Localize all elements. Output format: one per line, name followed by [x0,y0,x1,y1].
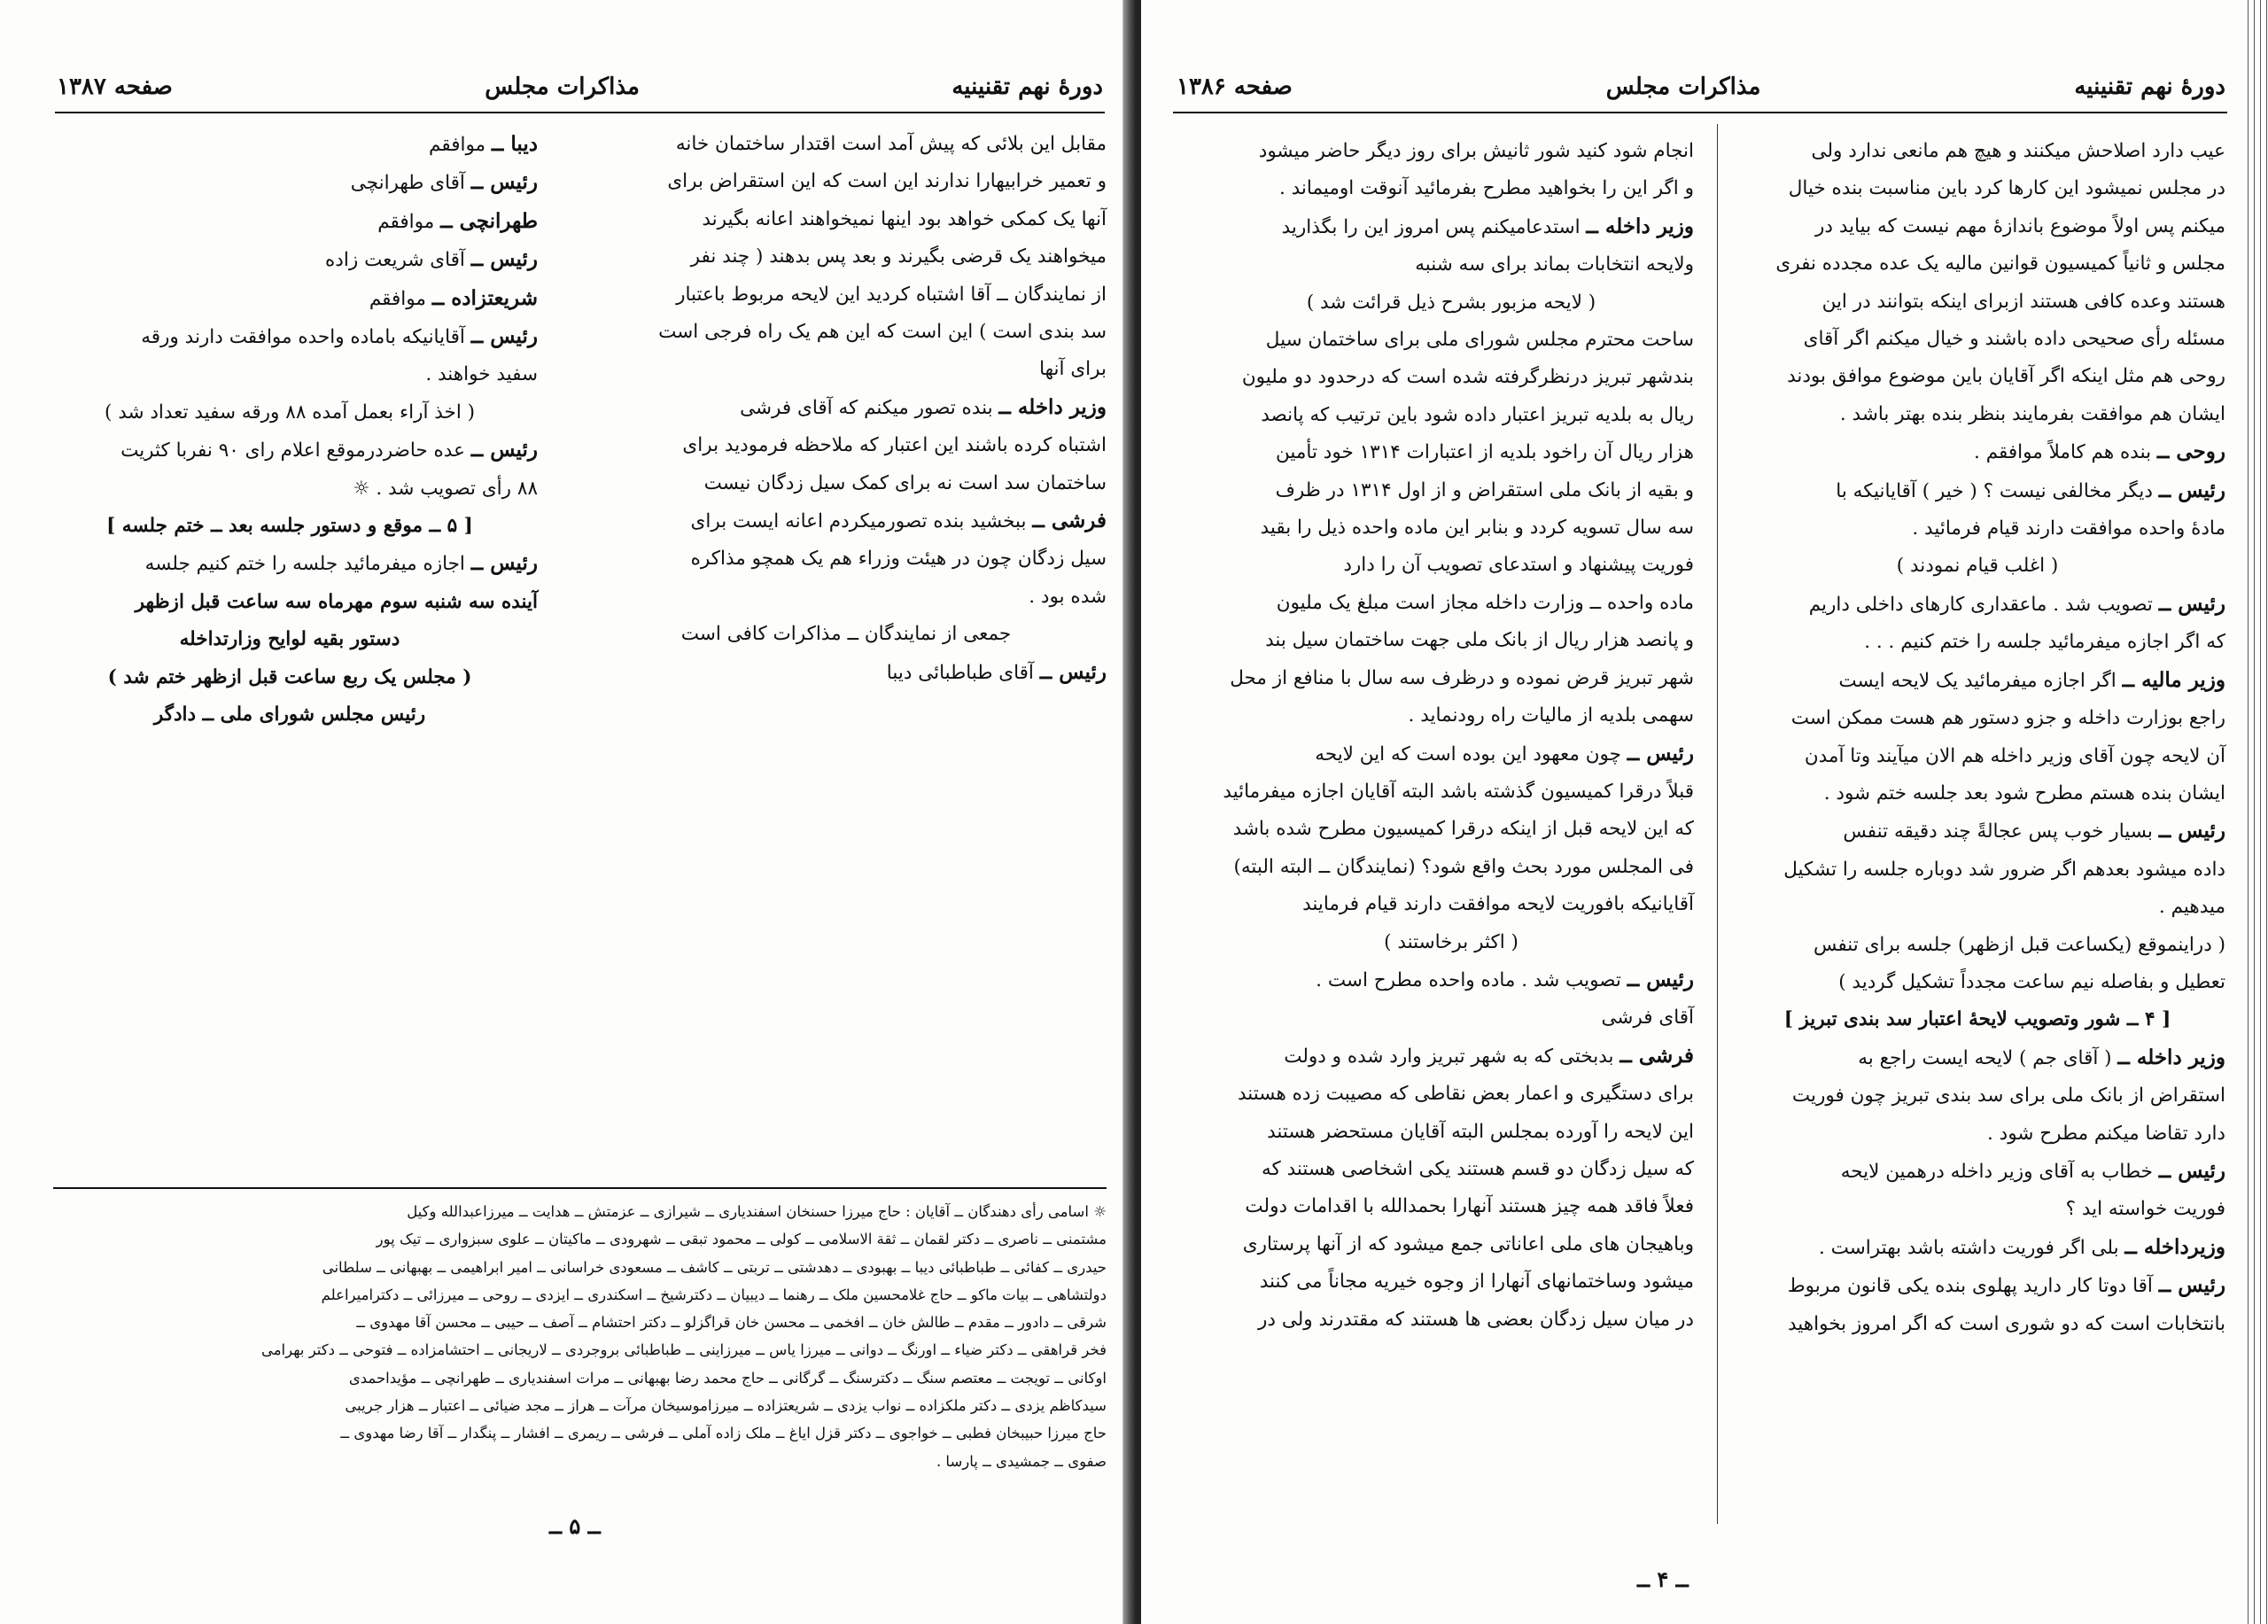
text-line [1208,359,1694,396]
text-line [1208,284,1694,322]
header-period: دورهٔ نهم تقنینیه [2074,74,2225,100]
line-text: تصویب شد . ماده واحده مطرح است . [1316,968,1627,991]
speaker-label: وزیر داخله ــ [2117,1045,2225,1069]
line-text: عده حاضردرموقع اعلام رای ۹۰ نفربا کثریت [120,439,471,462]
line-text: مجلس و ثانیاً کمیسیون قوانین مالیه یک عده مجدده نفری [1775,253,2225,276]
text-line [1208,622,1694,659]
text-line [586,465,1107,502]
text-line [1208,322,1694,359]
text-line [1208,397,1694,434]
speaker-label: روحی ــ [2156,439,2225,464]
line-text: آنها یک کمکی خواهد بود اینها نمیخواهند اعانه بگیرند [702,207,1107,230]
text-line [1729,396,2225,433]
line-text: شده بود . [1029,585,1107,608]
line-text: فی المجلس مورد بحث واقع شود؟ (نمایندگان ــ البته البته) [1233,855,1694,878]
line-text: بلی اگر فوریت داشته باشد بهتراست . [1819,1236,2125,1259]
line-text: که این لایحه قبل از اینکه درقرا کمیسیون مطرح شده باشد [1232,818,1694,841]
footnote-line: اوکانی ــ تویجت ــ معتصم سنگ ــ دکترسنگ ــ گرگانی ــ حاج محمد رضا بهبهانی ــ مرات اسفندیاری ــ طهرانچی ــ مؤیداحمدی [348,1369,1107,1387]
speaker-label: وزیر داخله ــ [998,394,1107,419]
text-line [42,659,538,696]
text-line [42,431,538,470]
speaker-label: رئیس ــ [2158,819,2225,843]
line-text: اگر اجازه میفرمائید یک لایحه ایست [1838,669,2123,692]
line-text: بنده تصور میکنم که آقای فرشی [740,396,999,419]
speaker-label: فرشی ــ [1032,509,1107,533]
text-line [1729,548,2225,585]
line-text: هزار ریال آن راخود بلدیه از اعتبارات ۱۳۱۴ خود تأمین [1276,441,1694,464]
line-text: بدبختی که به شهر تبریز وارد شده و دولت [1284,1045,1620,1068]
text-line [1729,812,2225,851]
line-text: استقراض از بانک ملی برای سد بندی تبریز چون فوریت [1791,1084,2225,1107]
text-line [1729,927,2225,964]
line-text: بندشهر تبریز درنظرگرفته شده است که درحدود دو ملیون [1241,366,1694,389]
text-line [1208,547,1694,584]
line-text: فوریت خواسته اید ؟ [2065,1198,2225,1221]
line-text: موافقم [377,210,441,233]
line-text: ( اکثر برخاستند ) [1384,930,1518,953]
footnote-line: حاج میرزا حبیبخان فطبی ــ خواجوی ــ دکتر قزل ایاغ ــ ملک زاده آملی ــ فرشی ــ ریمری ــ افشار ــ پنگدار ــ آقا رضا مهدوی ــ [340,1425,1107,1442]
text-line [1208,585,1694,622]
text-line [1729,1077,2225,1115]
footnote-line: فخر قراهقی ــ دکتر ضیاء ــ اورنگ ــ دوانی ــ میرزا یاس ــ میرزاینی ــ طباطبائی بروجردی ــ لاریجانی ــ احتشامزاده ــ فتوحی ــ دکتر بهرامی [260,1341,1107,1359]
line-text: ( لایحه مزبور بشرح ذیل قرائت شد ) [1306,291,1596,314]
speaker-label: فرشی ــ [1619,1043,1694,1068]
text-line [1729,284,2225,321]
text-line [1208,924,1694,961]
footnote-line: حیدری ــ کفائی ــ طباطبائی دیبا ــ بهبودی ــ دهدشتی ــ تربتی ــ کاشف ــ مسعودی خراسانی ــ امیر ابراهیمی ــ بهبهانی ــ سلطانی [322,1258,1107,1276]
line-text: ولایحه انتخابات بماند برای سه شنبه [1415,253,1694,276]
line-text: آقای طباطبائی دیبا [886,661,1040,684]
line-text: ( آقای جم ) لایحه ایست راجع به [1858,1046,2118,1069]
line-text: دستور بقیه لوایح وزارتداخله [179,628,400,651]
speaker-label: رئیس ــ [1039,659,1107,684]
text-line [42,164,538,202]
text-line [42,621,538,658]
line-text: میکنم پس اولاً موضوع باندازهٔ مهم نیست که بیاید در [1815,214,2225,237]
text-line [1729,851,2225,889]
line-text: رئیس مجلس شورای ملی ــ دادگر [153,703,426,727]
line-text: از نمایندگان ــ آقا اشتباه کردید این لایحه مربوط باعتبار [676,283,1107,306]
header-page: صفحه ۱۳۸۶ [1177,74,1293,100]
line-text: دارد تقاضا میکنم مطرح شود . [1987,1122,2225,1145]
text-line [1729,472,2225,510]
text-line [1208,208,1694,246]
text-line [1208,811,1694,848]
line-text: عیب دارد اصلاحش میکنند و هیچ هم مانعی ندارد ولی [1811,140,2225,162]
line-text: سفید خواهند . [425,363,538,386]
text-line [586,351,1107,388]
text-line [1208,1037,1694,1076]
line-text: و بقیه از بانک ملی استقراض و از اول ۱۳۱۴ در ظرف [1275,478,1694,501]
line-text: ساختمان سد است نه برای کمک سیل زدگان نیست [703,471,1107,494]
footnote-line: ☼ اسامی رأی دهندگان ــ آقایان : حاج میرزا حسنخان اسفندیاری ــ شیرازی ــ عزمتش ــ هدایت ــ میرزاعبدالله وکیل [407,1203,1107,1220]
line-text: سه سال تسویه کردد و بنابر این ماده واحده ذیل را بقید [1260,517,1694,540]
text-line [42,126,538,164]
text-line [1208,1302,1694,1339]
text-line [1729,358,2225,395]
page-header [1177,69,2225,105]
text-line [586,389,1107,427]
text-line [586,502,1107,540]
footnote-line: سیدکاظم یزدی ــ دکتر ملکزاده ــ نواب یزدی ــ شریعتزاده ــ میرزاموسیخان مرآت ــ هراز ــ مجد ضیائی ــ اعتبار ــ هزار جریبی [345,1397,1107,1415]
text-line [42,508,538,545]
text-line [42,280,538,318]
line-text: ( اغلب قیام نمودند ) [1896,555,2059,578]
speaker-label: رئیس ــ [1627,967,1694,991]
text-line [42,203,538,241]
line-text: آقایانیکه باماده واحده موافقت دارند ورقه [141,326,471,349]
text-line [1729,700,2225,737]
line-text: آقا دوتا کار دارید پهلوی بنده یکی قانون مربوط [1787,1275,2159,1298]
voters-footnote [89,1198,1107,1475]
speaker-label: رئیس ــ [2158,591,2225,616]
text-line [42,470,538,508]
line-text: اجازه میفرمائید جلسه را ختم کنیم جلسه [144,553,471,576]
line-text: مسئله رأی صحیحی داده باشند و خیال میکنم اگر آقای [1803,328,2225,351]
text-line [1208,246,1694,284]
right-page [1136,0,2268,1624]
speaker-label: رئیس ــ [470,247,538,272]
book-gutter [1123,0,1136,1624]
text-line [1729,662,2225,700]
left-page [0,0,1123,1624]
text-line [42,394,538,431]
text-line [1208,886,1694,923]
line-text: بنده هم کاملاً موافقم . [1974,441,2157,464]
footnote-line: دولتشاهی ــ بیات ماکو ــ حاج غلامحسین ملک ــ رهنما ــ دیبیان ــ دکترشیخ ــ اسکندری ــ ایزدی ــ روحی ــ میرزائی ــ دکترامیراعلم [321,1286,1107,1303]
text-line [1208,999,1694,1037]
text-line [1208,849,1694,886]
line-text: ۸۸ رأی تصویب شد . ☼ [353,477,538,500]
text-line [586,314,1107,351]
line-text: مادهٔ واحده موافقت دارند قیام فرمائید . [1912,517,2225,540]
line-text: بانتخابات است که دو شوری است که اگر امروز بخواهید [1788,1312,2225,1335]
line-text: آن لایحه چون آقای وزیر داخله هم الان میآیند وتا آمدن [1804,744,2225,767]
text-column-left [42,126,538,734]
text-line [1729,1115,2225,1153]
header-page: صفحه ۱۳۸۷ [57,74,173,100]
line-text: وباهیجان های ملی اعاناتی جمع میشود که از آنها پرستاری [1242,1232,1694,1255]
page-number: ــ ۴ ــ [1637,1566,1689,1592]
line-text: ماده واحده ــ وزارت داخله مجاز است مبلغ یک ملیون [1276,591,1694,614]
speaker-label: رئیس ــ [2158,1273,2225,1298]
line-text: دیگر مخالفی نیست ؟ ( خیر ) آقایانیکه با [1836,479,2159,502]
line-text: بسیار خوب پس عجالةً چند دقیقه تنفس [1843,820,2159,843]
line-text: شهر تبریز قرض نموده و درظرف سه سال با منافع از محل [1230,666,1694,689]
text-line [1729,964,2225,1001]
text-line [1729,133,2225,170]
line-text: میدهیم . [2158,896,2225,919]
text-line [586,126,1107,163]
line-text: این لایحه را آورده بمجلس البته آقایان مستحضر هستند [1267,1120,1694,1143]
line-text: روحی هم مثل اینکه اگر آقایان باین موضوع موافق بودند [1787,365,2225,388]
line-text: و پانصد هزار ریال از بانک ملی جهت ساختمان سیل بند [1265,629,1694,652]
text-line [1208,1114,1694,1151]
text-line [586,616,1107,653]
text-line [1208,434,1694,471]
line-text: که اگر اجازه میفرمائید جلسه را ختم کنیم . . . [1864,631,2225,654]
line-text: موافقم [429,134,492,156]
line-text: تعطیل و بفاصله نیم ساعت مجدداً تشکیل گردید ) [1838,970,2225,993]
text-line [42,241,538,279]
text-line [1729,245,2225,283]
text-line [586,540,1107,578]
header-rule [1173,112,2227,113]
line-text: هستند وعده کافی هستند ازبرای اینکه بتوانند در این [1821,290,2225,313]
text-line [1208,1226,1694,1263]
speaker-label: شریعتزاده ــ [431,285,538,310]
line-text: [ ۵ ــ موقع و دستور جلسه بعد ــ ختم جلسه ] [106,515,473,538]
text-line [1208,773,1694,811]
line-text: استدعامیکنم پس امروز این را بگذارید [1281,215,1587,238]
text-line [42,318,538,356]
speaker-label: وزیرداخله ــ [2124,1234,2225,1259]
text-line [586,163,1107,200]
text-line [42,696,538,734]
line-text: ببخشید بنده تصورمیکردم اعانه ایست برای [690,510,1033,533]
line-text: و تعمیر خرابیهارا ندارند این است که این استقراض برای [667,170,1107,193]
text-line [1729,170,2225,207]
speaker-label: رئیس ــ [470,170,538,195]
line-text: انجام شود کنید شور ثانیش برای روز دیگر حاضر میشود [1258,140,1694,162]
line-text: قبلاً درقرا کمیسیون گذشته باشد البته آقایان اجازه میفرمائید [1223,780,1694,803]
text-line [1729,738,2225,775]
text-line [1729,433,2225,471]
speaker-label: رئیس ــ [1627,741,1694,765]
text-line [42,356,538,393]
speaker-label: وزیر مالیه ــ [2122,667,2225,692]
text-line [1208,472,1694,509]
text-line [42,584,538,621]
line-text: میشود وساختمانهای آنهارا از وجوه خیریه مجاناً می کنند [1259,1270,1694,1294]
text-line [1208,1263,1694,1301]
page-number: ــ ۵ ــ [549,1513,601,1539]
text-line [1208,1076,1694,1113]
text-line [1729,1267,2225,1305]
line-text: ( اخذ آراء بعمل آمده ۸۸ ورقه سفید تعداد شد ) [104,400,476,423]
line-text: برای آنها [1039,358,1107,381]
text-line [1208,133,1694,170]
text-line [586,276,1107,314]
footnote-line: مشتمنی ــ ناصری ــ دکتر لقمان ــ ثقة الاسلامی ــ کولی ــ محمود تبقی ــ شهرودی ــ ماکیتان ــ علوی سبزواری ــ تیک پور [376,1231,1107,1248]
line-text: ( مجلس یک ربع ساعت قبل ازظهر ختم شد ) [107,665,472,688]
text-line [1208,660,1694,697]
text-line [1729,321,2225,358]
text-line [1729,510,2225,548]
line-text: سد بندی است ) این است که این هم یک راه فرجی است [658,321,1107,344]
column-rule [1717,124,1718,1524]
text-line [1729,1229,2225,1267]
speaker-label: رئیس ــ [470,324,538,349]
page-edge [2245,0,2268,1624]
text-line [1208,509,1694,547]
text-line [586,654,1107,692]
text-line [1729,1191,2225,1228]
line-text: آینده سه شنبه سوم مهرماه سه ساعت قبل ازظهر [135,590,538,613]
text-line [1729,889,2225,926]
line-text: برای دستگیری و اعمار بعض نقاطی که مصیبت زده هستند [1238,1083,1694,1106]
text-line [1729,624,2225,661]
page-header [57,69,1103,105]
footnote-line: صفوی ــ جمشیدی ــ پارسا . [936,1452,1107,1470]
footnote-line: شرقی ــ دادور ــ مقدم ــ طالش خان ــ افخمی ــ محسن خان قراگزلو ــ دکتر احتشام ــ آصف ــ حیبی ــ محسن آقا مهدوی ــ [356,1314,1107,1332]
speaker-label: وزیر داخله ــ [1586,214,1694,238]
header-title: مذاکرات مجلس [1605,74,1761,100]
text-line [1729,1039,2225,1077]
text-line [586,427,1107,464]
text-column-right [586,126,1107,692]
text-line [1729,208,2225,245]
text-line [1729,1153,2225,1191]
line-text: ایشان بنده هستم مطرح شود بعد جلسه ختم شود . [1823,781,2225,804]
text-line [586,201,1107,238]
header-rule [55,112,1105,113]
speaker-label: طهرانچی ــ [440,208,538,233]
line-text: و اگر این را بخواهید مطرح بفرمائید آنوقت اومیماند . [1278,177,1694,200]
line-text: [ ۴ ــ شور وتصویب لایحهٔ اعتبار سد بندی تبریز ] [1783,1008,2171,1031]
line-text: فعلاً فاقد همه چیز هستند آنهارا بحمدالله با اقدامات دولت [1245,1195,1694,1218]
line-text: آقای شریعت زاده [325,249,471,272]
line-text: سیل زدگان چون در هیئت وزراء هم یک همچو مذاکره [690,548,1107,571]
text-line [42,545,538,583]
text-line [1208,170,1694,207]
line-text: فوریت پیشنهاد و استدعای تصویب آن را دارد [1343,554,1694,577]
speaker-label: دیبا ــ [491,132,538,156]
line-text: چون معهود این بوده است که این لایحه [1315,742,1627,765]
line-text: ریال به بلدیه تبریز اعتبار داده شود باین ترتیب که پانصد [1261,403,1694,426]
header-period: دورهٔ نهم تقنینیه [951,74,1103,100]
footnote-rule [53,1187,1107,1189]
text-line [586,579,1107,616]
speaker-label: رئیس ــ [2158,1158,2225,1183]
text-line [1729,775,2225,812]
text-line [1208,735,1694,773]
line-text: ساحت محترم مجلس شورای ملی برای ساختمان سیل [1265,329,1694,352]
line-text: ایشان هم موافقت بفرمایند بنظر بنده بهتر باشد . [1839,402,2225,425]
line-text: ( دراینموقع (یکساعت قبل ازظهر) جلسه برای تنفس [1813,933,2225,956]
line-text: تصویب شد . ماعقداری کارهای داخلی داریم [1808,593,2159,616]
line-text: جمعی از نمایندگان ــ مذاکرات کافی است [680,623,1012,646]
line-text: مقابل این بلائی که پیش آمد است اقتدار ساختمان خانه [675,133,1107,155]
line-text: آقای فرشی [1601,1006,1694,1030]
text-line [1729,1306,2225,1343]
speaker-label: رئیس ــ [470,438,538,462]
text-line [1208,1151,1694,1188]
line-text: میخواهند یک قرضی بگیرند و بعد پس بدهند ( چند نفر [690,245,1107,268]
text-line [586,238,1107,276]
line-text: اشتباه کرده باشند این اعتبار که ملاحظه فرمودید برای [682,434,1107,457]
line-text: آقایانیکه بافوریت لایحه موافقت دارند قیام فرمایند [1302,893,1694,916]
line-text: راجع بوزارت داخله و جزو دستور هم هست ممکن است [1790,707,2225,730]
line-text: آقای طهرانچی [350,172,471,195]
line-text: سهمی بلدیه از مالیات راه رودنماید . [1408,704,1694,727]
header-title: مذاکرات مجلس [485,74,640,100]
text-line [1208,961,1694,999]
line-text: در میان سیل زدگان بعضی ها هستند که مقتدرند ولی در [1258,1308,1694,1331]
line-text: که سیل زدگان دو قسم هستند یکی اشخاصی هستند که [1261,1157,1694,1180]
line-text: خطاب به آقای وزیر داخله درهمین لایحه [1840,1160,2159,1183]
line-text: موافقم [369,287,432,310]
line-text: در مجلس نمیشود این کارها کرد باین مناسبت بنده خیال [1788,177,2225,200]
text-line [1729,586,2225,624]
line-text: داده میشود بعدهم اگر ضرور شد دوباره جلسه را تشکیل [1783,858,2225,881]
text-line [1208,697,1694,734]
speaker-label: رئیس ــ [2158,478,2225,502]
speaker-label: رئیس ــ [470,551,538,576]
text-line [1208,1188,1694,1225]
text-column-right [1729,133,2225,1343]
text-line [1729,1001,2225,1038]
text-column-left [1208,133,1694,1339]
